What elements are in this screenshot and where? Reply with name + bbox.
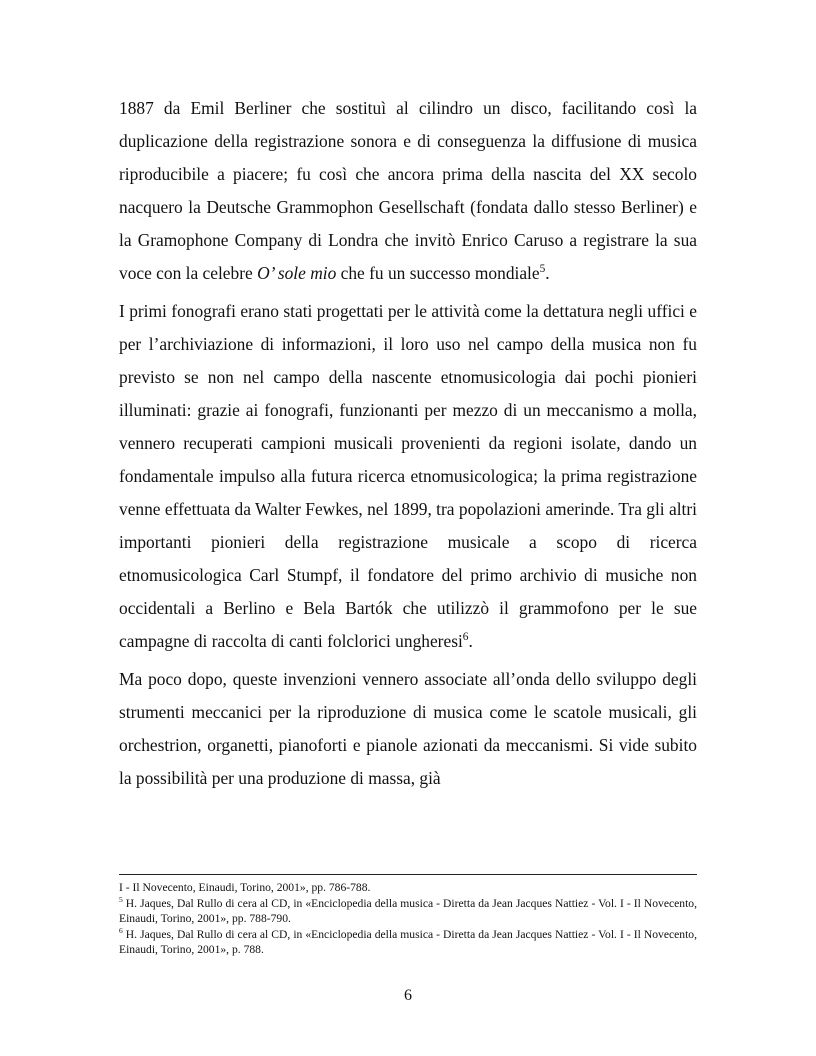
footnote-6 xyxy=(119,927,697,958)
paragraph-2-period: . xyxy=(468,631,473,651)
paragraph-1 xyxy=(119,92,697,290)
song-title: O’ sole mio xyxy=(257,263,337,283)
footnote-continued xyxy=(119,880,697,896)
page-number: 6 xyxy=(404,987,412,1004)
footnote-5-marker: 5 xyxy=(119,894,123,904)
footnote-5 xyxy=(119,896,697,927)
paragraph-2 xyxy=(119,295,697,658)
paragraph-1-text-end: che fu un successo mondiale xyxy=(336,263,540,283)
footnote-ref-6[interactable]: 6 xyxy=(462,631,469,644)
footnotes xyxy=(119,880,697,958)
paragraph-3 xyxy=(119,663,697,795)
page-body xyxy=(119,92,697,795)
paragraph-3-text: Ma poco dopo, queste invenzioni vennero associate all’onda dello sviluppo degli strumenti meccanici per la riproduzione di musica come le scatole musicali, gli orchestrion, organetti, pianoforti e pianole azionati da meccanismi. Si vide subito la possibilità per una produzione di massa, già xyxy=(119,669,697,788)
footnote-ref-5[interactable]: 5 xyxy=(539,263,546,276)
footnote-6-marker: 6 xyxy=(119,925,123,935)
paragraph-2-text: I primi fonografi erano stati progettati per le attività come la dettatura negli uffici e per l’archiviazione di informazioni, il loro uso nel campo della musica non fu previsto se non nel campo della nascente etnomusicologia dai pochi pionieri illuminati: grazie ai fonografi, funzionanti per mezzo di un meccanismo a molla, vennero recuperati campioni musicali provenienti da regioni isolate, dando un fondamentale impulso alla futura ricerca etnomusicologica; la prima registrazione venne effettuata da Walter Fewkes, nel 1899, tra popolazioni amerinde. Tra gli altri importanti pionieri della registrazione musicale a scopo di ricerca etnomusicologica Carl Stumpf, il fondatore del primo archivio di musiche non occidentali a Berlino e Bela Bartók che utilizzò il grammofono per le sue campagne di raccolta di canti folclorici ungheresi xyxy=(119,301,697,651)
footnote-separator xyxy=(119,874,697,875)
paragraph-1-text: 1887 da Emil Berliner che sostituì al cilindro un disco, facilitando così la duplicazione della registrazione sonora e di conseguenza la diffusione di musica riproducibile a piacere; fu così che ancora prima della nascita del XX secolo nacquero la Deutsche Grammophon Gesellschaft (fondata dallo stesso Berliner) e la Gramophone Company di Londra che invitò Enrico Caruso a registrare la sua voce con la celebre xyxy=(119,98,697,283)
footnote-continued-text: I - Il Novecento, Einaudi, Torino, 2001», pp. 786-788. xyxy=(119,881,371,894)
footnote-6-text: H. Jaques, Dal Rullo di cera al CD, in «Enciclopedia della musica - Diretta da Jean Jacques Nattiez - Vol. I - Il Novecento, Einaudi, Torino, 2001», p. 788. xyxy=(119,927,697,956)
paragraph-1-period: . xyxy=(545,263,550,283)
footnote-5-text: H. Jaques, Dal Rullo di cera al CD, in «Enciclopedia della musica - Diretta da Jean Jacques Nattiez - Vol. I - Il Novecento, Einaudi, Torino, 2001», pp. 788-790. xyxy=(119,896,697,925)
